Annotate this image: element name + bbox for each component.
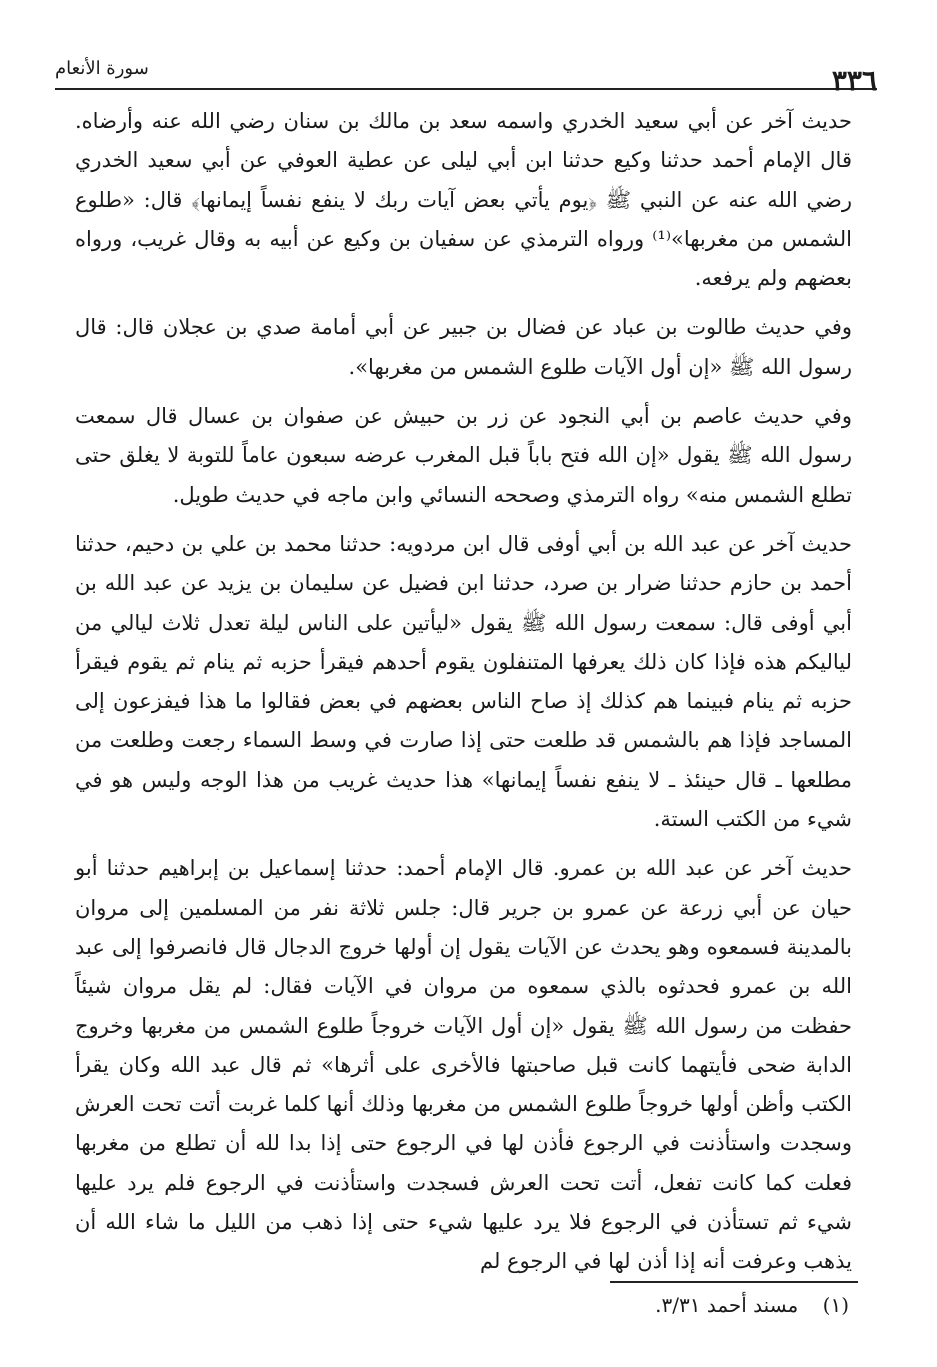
paragraph-ibn-abi-awfa: حديث آخر عن عبد الله بن أبي أوفى قال ابن مردويه: حدثنا محمد بن علي بن دحيم، حدثنا أحمد بن حازم حدثنا ضرار بن صرد، حدثنا ابن فضيل عن سليمان بن يزيد عن عبد الله بن أبي أوفى قال: سمعت رسول الله ﷺ يقول «ليأتين على الناس ليلة تعدل ثلاث ليالي من لياليكم هذه فإذا كان ذلك يعرفها المتنفلون يقوم أحدهم فيقرأ حزبه ثم ينام ثم يقوم فيقرأ حزبه ثم ينام فبينما هم كذلك إذ صاح الناس بعضهم في بعض فقالوا ما هذا فيفزعون إلى المساجد فإذا هم بالشمس قد طلعت حتى إذا صارت في وسط السماء رجعت وطلعت من مطلعها ـ قال حينئذ ـ لا ينفع نفساً إيمانها» هذا حديث غريب من هذا الوجه وليس هو في شيء من الكتب الستة.	[75, 531, 852, 832]
footnote	[655, 1293, 849, 1317]
page-header	[55, 50, 877, 97]
footnote-text: مسند أحمد ٣/٣١.	[655, 1293, 799, 1317]
paragraph-asim: وفي حديث عاصم بن أبي النجود عن زر بن حبيش عن صفوان بن عسال قال سمعت رسول الله ﷺ يقول «إن الله فتح باباً قبل المغرب عرضه سبعون عاماً للتوبة لا يغلق حتى تطلع الشمس منه» رواه الترمذي وصححه النسائي وابن ماجه في حديث طويل.	[75, 404, 852, 507]
surah-title: سورة الأنعام	[55, 58, 149, 79]
footnote-separator	[610, 1281, 858, 1283]
paragraph-talut: وفي حديث طالوت بن عباد عن فضال بن جبير عن أبي أمامة صدي بن عجلان قال: قال رسول الله ﷺ «إن أول الآيات طلوع الشمس من مغربها».	[75, 315, 852, 379]
page-number: ٣٣٦	[831, 64, 877, 97]
page-body	[75, 102, 852, 1292]
paragraph-abdullah-ibn-amr: حديث آخر عن عبد الله بن عمرو. قال الإمام أحمد: حدثنا إسماعيل بن إبراهيم حدثنا أبو حيان عن أبي زرعة عن عمرو بن جرير قال: جلس ثلاثة نفر من المسلمين إلى مروان بالمدينة فسمعوه وهو يحدث عن الآيات يقول إن أولها خروج الدجال قال فانصرفوا إلى عبد الله بن عمرو فحدثوه بالذي سمعوه من مروان في الآيات فقال: لم يقل مروان شيئاً حفظت من رسول الله ﷺ يقول «إن أول الآيات خروجاً طلوع الشمس من مغربها وخروج الدابة ضحى فأيتهما كانت قبل صاحبتها فالأخرى على أثرها» ثم قال عبد الله وكان يقرأ الكتب وأظن أولها خروجاً طلوع الشمس من مغربها وذلك أنها كلما غربت أتت تحت العرش وسجدت واستأذنت في الرجوع فأذن لها في الرجوع حتى إذا بدا لله أن تطلع من مغربها فعلت كما كانت تفعل، أتت تحت العرش فسجدت واستأذنت في الرجوع فلم يرد عليها شيء ثم تستأذن في الرجوع فلا يرد عليها شيء حتى إذا ذهب من الليل ما شاء الله أن يذهب وعرفت أنه إذا أذن لها في الرجوع لم	[75, 856, 852, 1274]
footnote-number: (١)	[822, 1293, 849, 1317]
paragraph-abu-said: حديث آخر عن أبي سعيد الخدري واسمه سعد بن مالك بن سنان رضي الله عنه وأرضاه. قال الإمام أحمد حدثنا وكيع حدثنا ابن أبي ليلى عن عطية العوفي عن أبي سعيد الخدري رضي الله عنه عن النبي ﷺ ﴿يوم يأتي بعض آيات ربك لا ينفع نفساً إيمانها﴾ قال: «طلوع الشمس من مغربها»⁽¹⁾ ورواه الترمذي عن سفيان بن وكيع عن أبيه به وقال غريب، ورواه بعضهم ولم يرفعه.	[75, 109, 852, 291]
